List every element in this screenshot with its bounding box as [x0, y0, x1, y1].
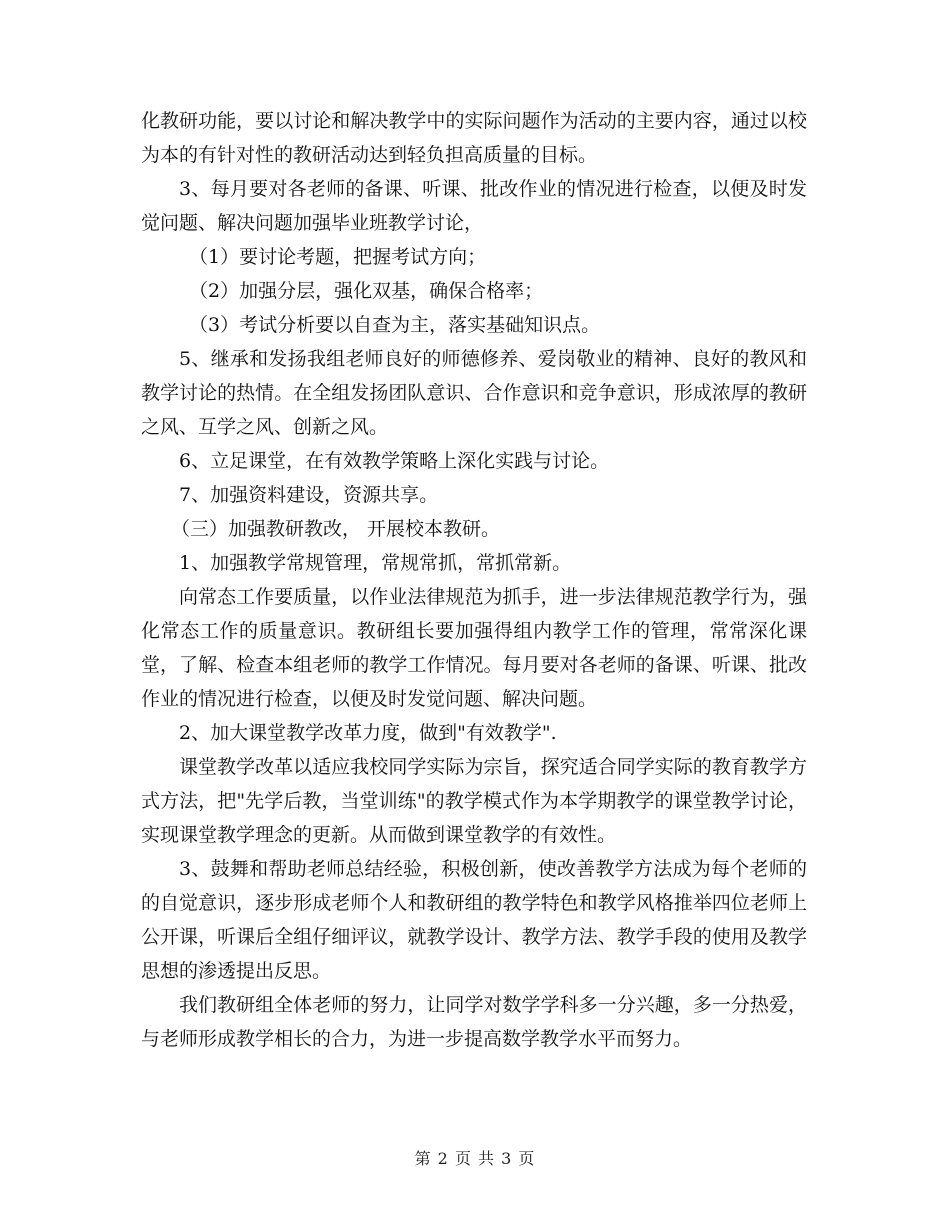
paragraph-item-3-encourage: 3、鼓舞和帮助老师总结经验，积极创新，使改善教学方法成为每个老师的的自觉意识，逐步形成老师个人和教研组的教学特色和教学风格推举四位老师上公开课，听课后全组仔细评议，就教学设计、教学方法、教学手段的使用及教学思想的渗透提出反思。 — [141, 858, 807, 982]
paragraph-continuation: 化教研功能，要以讨论和解决教学中的实际问题作为活动的主要内容，通过以校为本的有针对性的教研活动达到轻负担高质量的目标。 — [141, 110, 807, 166]
sub-item-3: （3）考试分析要以自查为主，落实基础知识点。 — [189, 314, 601, 336]
paragraph-item-1-routine: 1、加强教学常规管理，常规常抓，常抓常新。 — [179, 552, 572, 574]
sub-item-2: （2）加强分层，强化双基，确保合格率； — [189, 280, 544, 302]
paragraph-item-5: 5、继承和发扬我组老师良好的师德修养、爱岗敬业的精神、良好的教风和教学讨论的热情。在全组发扬团队意识、合作意识和竞争意识，形成浓厚的教研之风、互学之风、创新之风。 — [141, 348, 807, 438]
paragraph-item-2-reform: 2、加大课堂教学改革力度，做到"有效教学". — [179, 722, 557, 744]
sub-item-1: （1）要讨论考题，把握考试方向； — [189, 246, 487, 268]
paragraph-conclusion: 我们教研组全体老师的努力，让同学对数学学科多一分兴趣，多一分热爱，与老师形成教学相长的合力，为进一步提高数学教学水平而努力。 — [141, 994, 807, 1050]
page-number-footer: 第 2 页 共 3 页 — [414, 1149, 536, 1168]
document-body — [141, 104, 807, 1056]
paragraph-item-6: 6、立足课堂，在有效教学策略上深化实践与讨论。 — [179, 450, 610, 472]
paragraph-routine-detail: 向常态工作要质量，以作业法律规范为抓手，进一步法律规范教学行为，强化常态工作的质量意识。教研组长要加强得组内教学工作的管理，常常深化课堂，了解、检查本组老师的教学工作情况。每月要对各老师的备课、听课、批改作业的情况进行检查，以便及时发觉问题、解决问题。 — [141, 586, 807, 710]
section-heading-3: （三）加强教研教改， 开展校本教研。 — [171, 518, 501, 540]
paragraph-item-7: 7、加强资料建设，资源共享。 — [179, 484, 439, 506]
paragraph-item-3-inspection: 3、每月要对各老师的备课、听课、批改作业的情况进行检查，以便及时发觉问题、解决问题加强毕业班教学讨论， — [141, 178, 807, 234]
paragraph-reform-detail: 课堂教学改革以适应我校同学实际为宗旨，探究适合同学实际的教育教学方式方法，把"先学后教，当堂训练"的教学模式作为本学期教学的课堂教学讨论，实现课堂教学理念的更新。从而做到课堂教学的有效性。 — [141, 756, 807, 846]
